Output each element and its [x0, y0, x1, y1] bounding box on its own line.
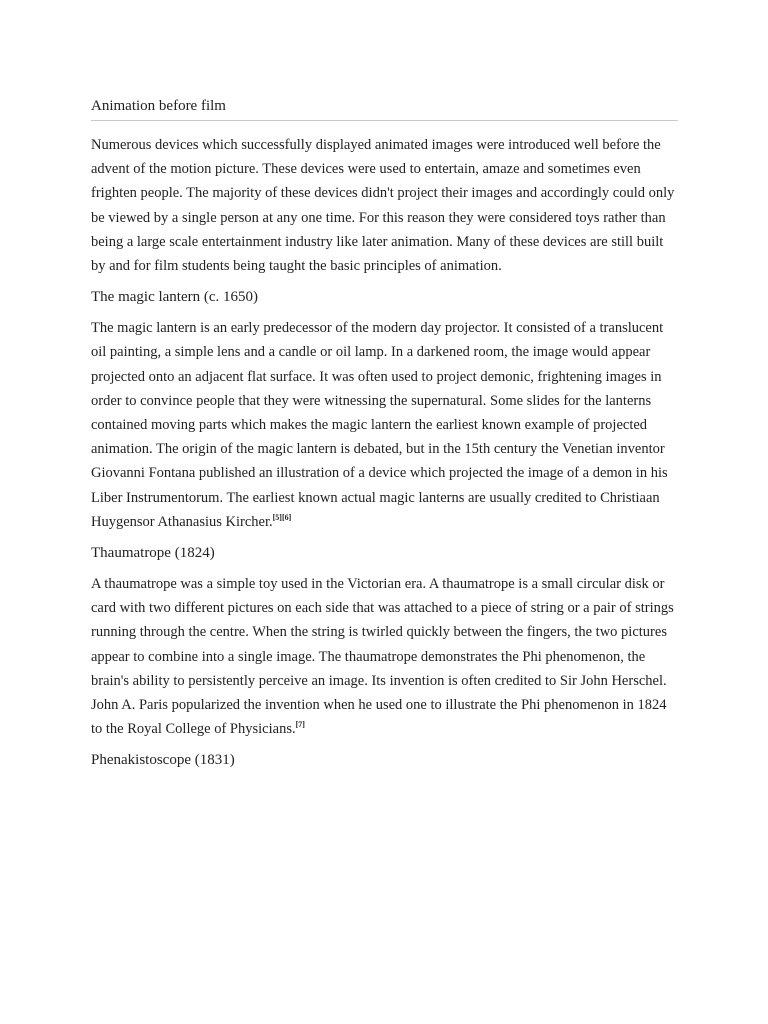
phenakistoscope-heading: Phenakistoscope (1831)	[91, 752, 235, 769]
magic-lantern-text: The magic lantern is an early predecessor of the modern day projector. It consisted of a translucent oil painting, a simple lens and a candle or oil lamp. In a darkened room, the image would appear projected onto an adjacent flat surface. It was often used to project demonic, frightening images in order to convince people that they were witnessing the supernatural. Some slides for the lanterns contained moving parts which makes the magic lantern the earliest known example of projected animation. The origin of the magic lantern is debated, but in the 15th century the Venetian inventor Giovanni Fontana published an illustration of a device which projected the image of a demon in his Liber Instrumentorum. The earliest known actual magic lanterns are usually credited to Christiaan Huygensor Athanasius Kircher.	[91, 320, 668, 530]
magic-lantern-heading: The magic lantern (c. 1650)	[91, 289, 259, 306]
citation-5-6[interactable]: [5][6]	[272, 513, 292, 523]
citation-7[interactable]: [7]	[295, 720, 305, 730]
thaumatrope-paragraph	[91, 572, 681, 741]
page-title: Animation before film	[91, 96, 678, 121]
thaumatrope-text: A thaumatrope was a simple toy used in the Victorian era. A thaumatrope is a small circular disk or card with two different pictures on each side that was attached to a piece of string or a pair of strings running through the centre. When the string is twirled quickly between the fingers, the two pictures appear to combine into a single image. The thaumatrope demonstrates the Phi phenomenon, the brain's ability to persistently perceive an image. Its invention is often credited to Sir John Herschel. John A. Paris popularized the invention when he used one to illustrate the Phi phenomenon in 1824 to the Royal College of Physicians.	[91, 576, 674, 738]
intro-paragraph: Numerous devices which successfully displayed animated images were introduced well before the advent of the motion picture. These devices were used to entertain, amaze and sometimes even frighten people. The majority of these devices didn't project their images and accordingly could only be viewed by a single person at any one time. For this reason they were considered toys rather than being a large scale entertainment industry like later animation. Many of these devices are still built by and for film students being taught the basic principles of animation.	[91, 137, 675, 275]
thaumatrope-heading: Thaumatrope (1824)	[91, 545, 215, 562]
magic-lantern-paragraph	[91, 316, 681, 534]
